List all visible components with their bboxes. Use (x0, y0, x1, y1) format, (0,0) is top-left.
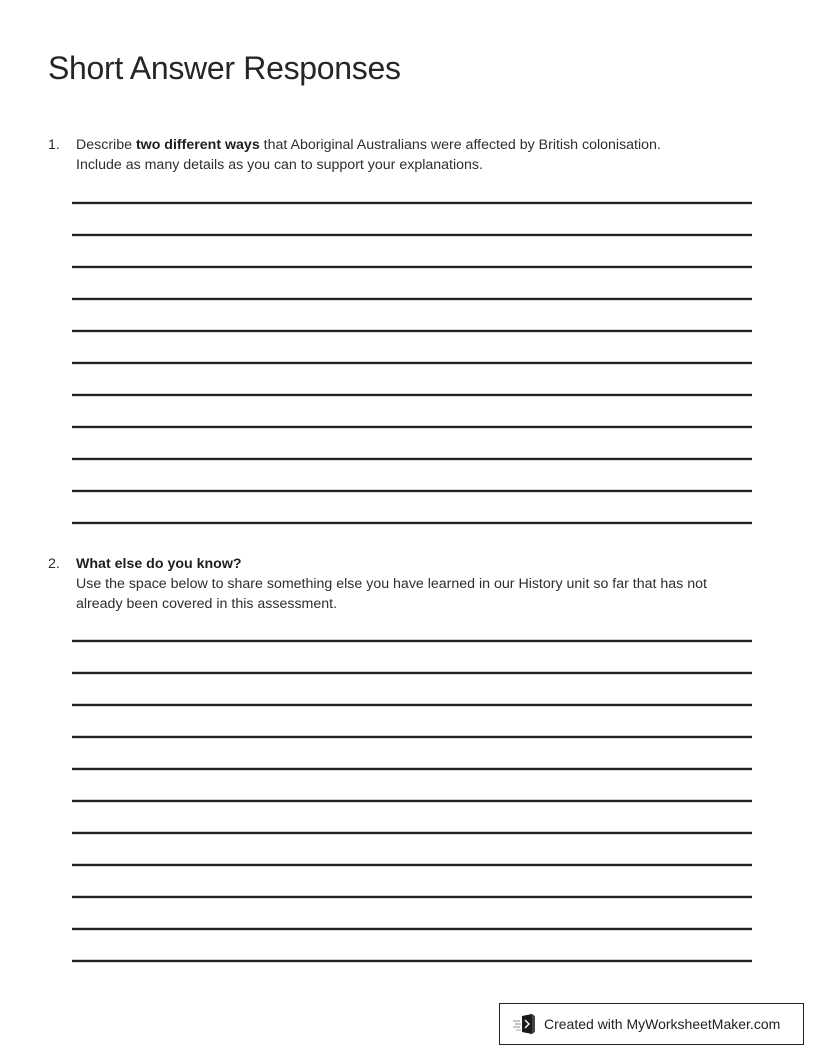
question-prompt (76, 135, 788, 175)
answer-line[interactable] (72, 426, 752, 428)
answer-line[interactable] (72, 330, 752, 332)
answer-line[interactable] (72, 362, 752, 364)
answer-line[interactable] (72, 458, 752, 460)
worksheet-maker-logo-icon (512, 1013, 538, 1035)
prompt-text: Use the space below to share something else you have learned in our History unit so far that has not (76, 576, 707, 592)
question-1 (48, 135, 788, 175)
prompt-text: that Aboriginal Australians were affected by British colonisation. (259, 137, 661, 153)
answer-line[interactable] (72, 704, 752, 706)
question-2 (48, 554, 788, 614)
prompt-text: Describe (76, 137, 136, 153)
answer-line[interactable] (72, 394, 752, 396)
prompt-emphasis: two different ways (135, 137, 260, 153)
page-title: Short Answer Responses (48, 50, 401, 86)
answer-line[interactable] (72, 960, 752, 962)
answer-line[interactable] (72, 266, 752, 268)
answer-line[interactable] (72, 490, 752, 492)
answer-line[interactable] (72, 864, 752, 866)
prompt-heading: What else do you know? (76, 556, 242, 572)
answer-line[interactable] (72, 522, 752, 524)
prompt-text: already been covered in this assessment. (76, 596, 338, 612)
created-with-badge[interactable] (499, 1003, 804, 1045)
question-number: 1. (48, 137, 60, 153)
prompt-text: Include as many details as you can to support your explanations. (76, 157, 483, 173)
answer-line[interactable] (72, 800, 752, 802)
answer-line[interactable] (72, 202, 752, 204)
question-prompt (76, 554, 788, 614)
answer-line[interactable] (72, 768, 752, 770)
answer-line[interactable] (72, 234, 752, 236)
question-number: 2. (48, 556, 60, 572)
answer-line[interactable] (72, 832, 752, 834)
answer-line[interactable] (72, 896, 752, 898)
answer-line[interactable] (72, 928, 752, 930)
footer-text: Created with MyWorksheetMaker.com (544, 1016, 781, 1032)
answer-line[interactable] (72, 640, 752, 642)
answer-line[interactable] (72, 736, 752, 738)
answer-line[interactable] (72, 298, 752, 300)
answer-line[interactable] (72, 672, 752, 674)
